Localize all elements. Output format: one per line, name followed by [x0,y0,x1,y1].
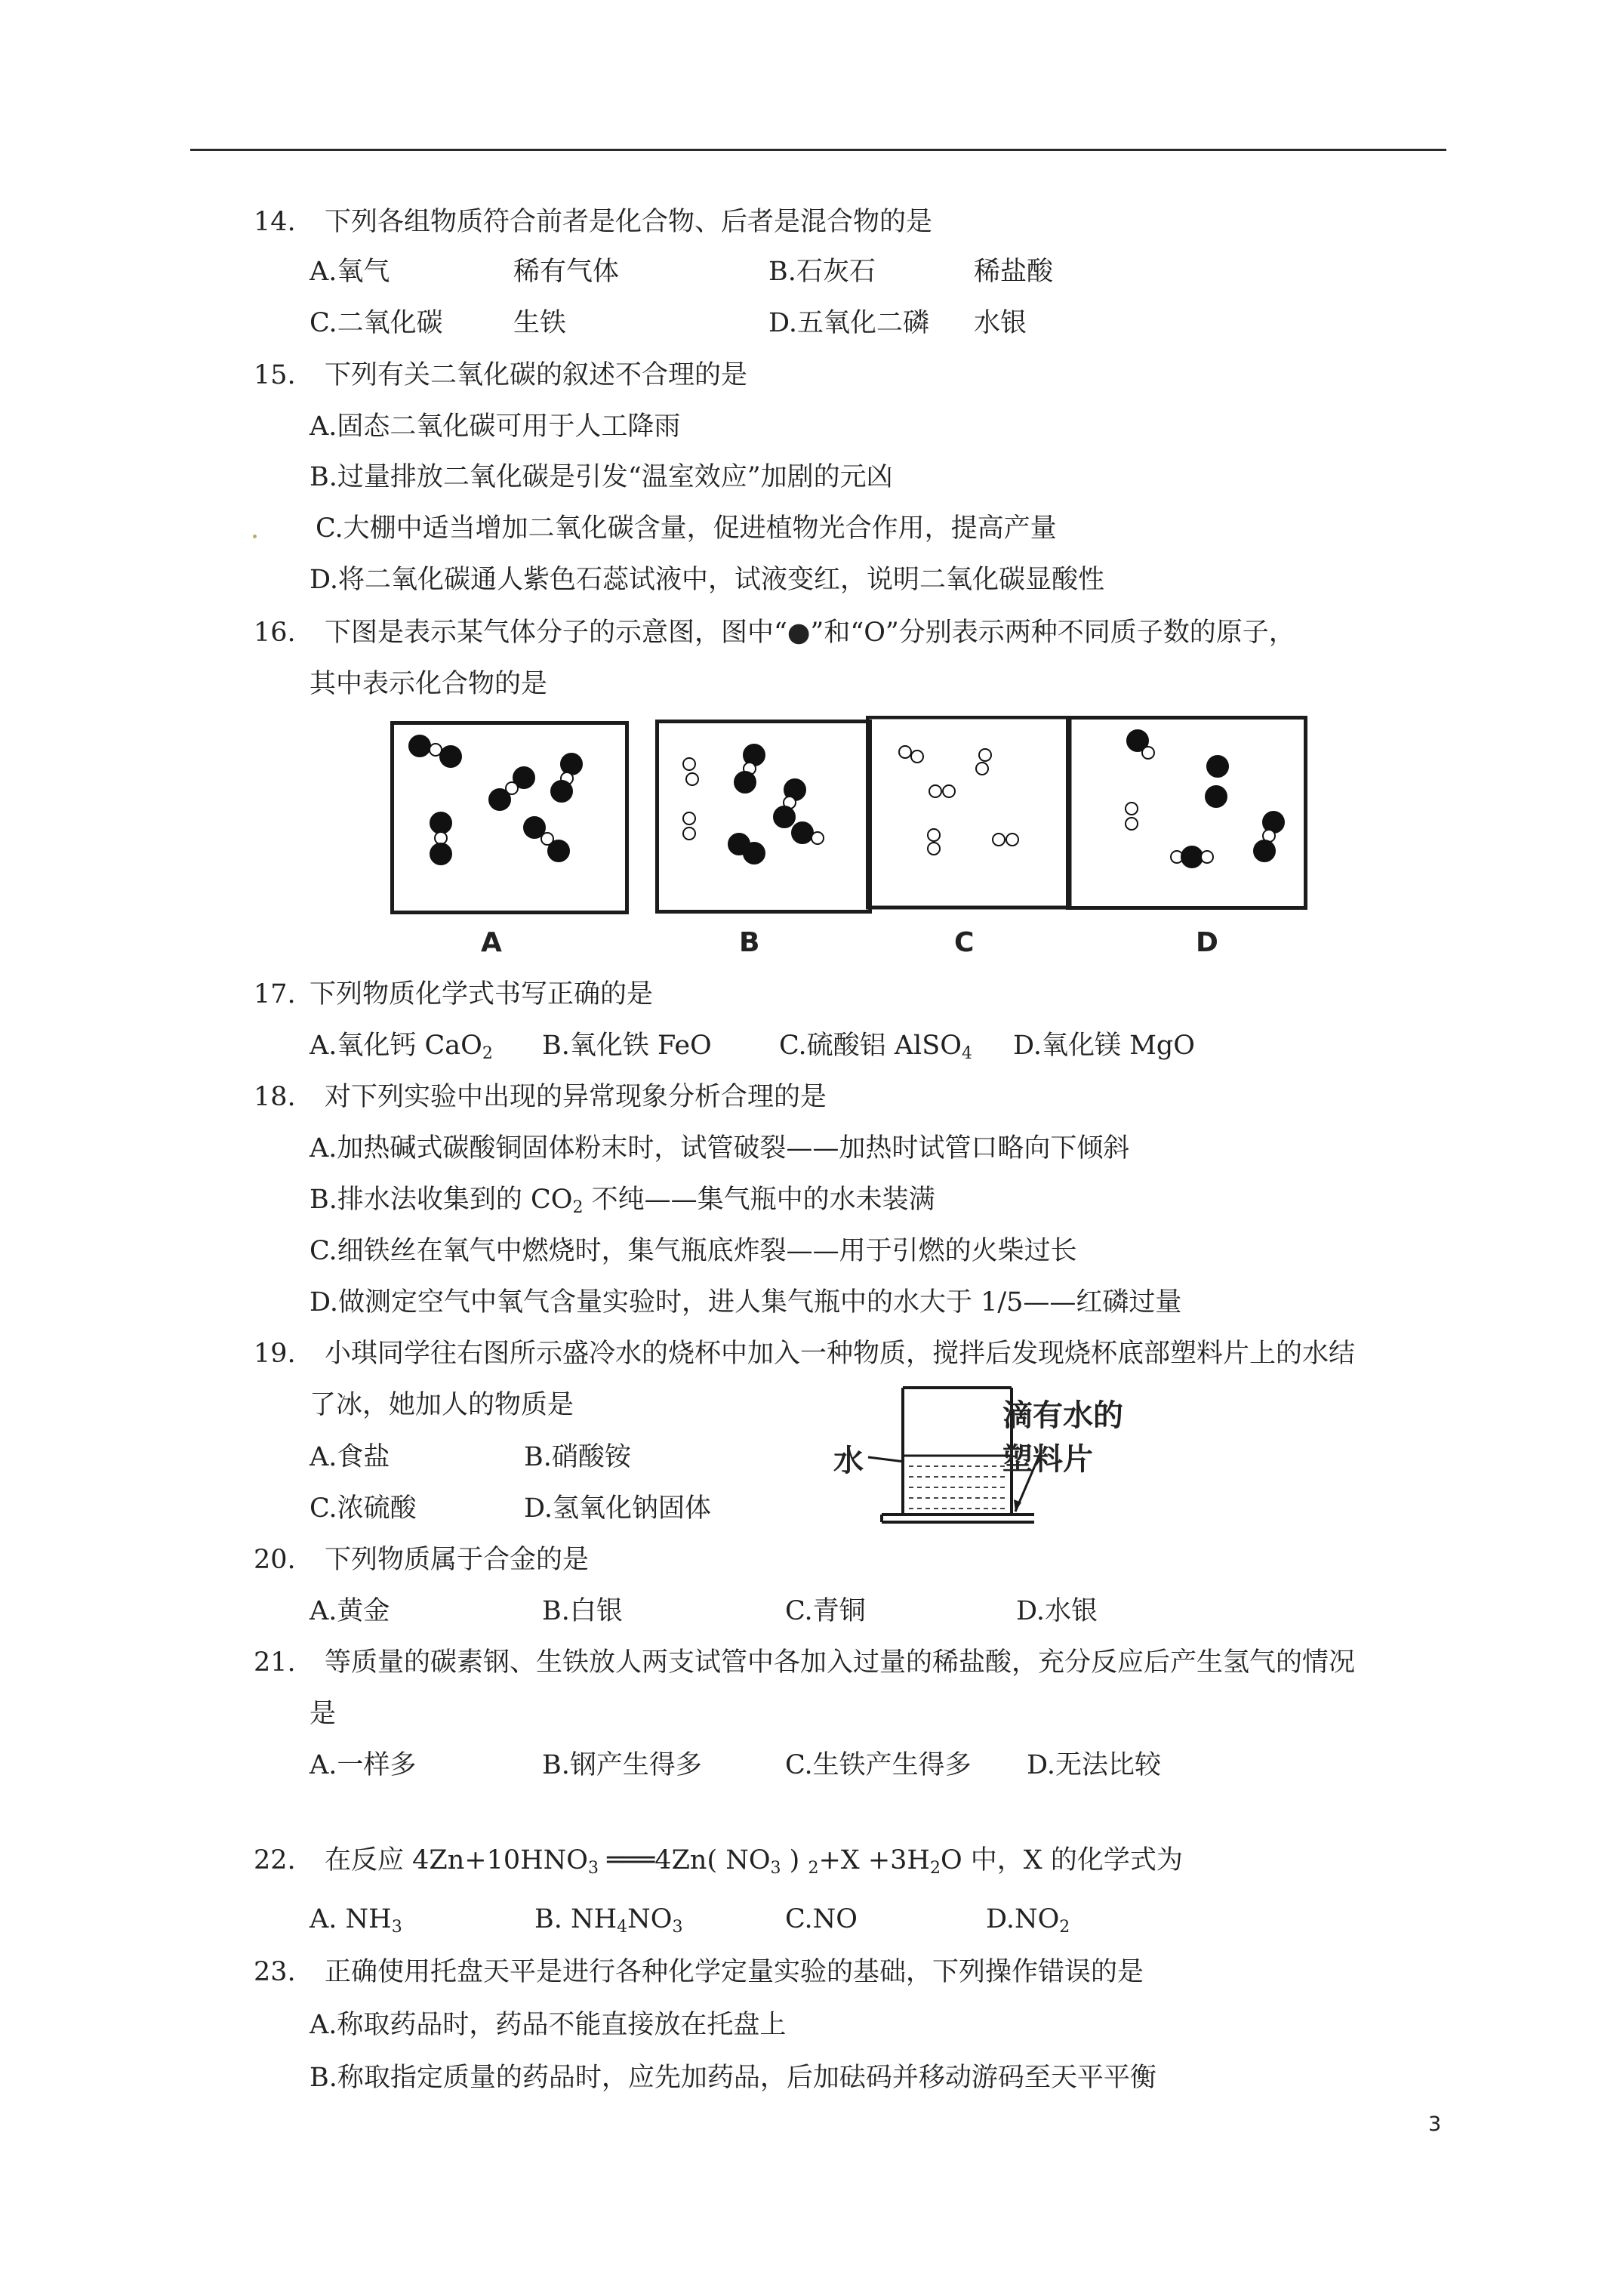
box-c [866,716,1072,910]
option-c: C.大棚中适当增加二氧化碳含量，促进植物光合作用，提高产量 [316,513,1057,544]
option-d: $D.NO_2$ [986,1904,1070,1937]
question-number: 20. [254,1545,296,1575]
question-number: 15. [254,360,296,390]
header-rule [190,149,1446,151]
box-b [655,720,872,914]
question-stem: 下列各组物质符合前者是化合物、后者是混合物的是 [325,207,933,237]
option-a: A.氧气 [310,257,390,287]
option-d: D.将二氧化碳通人紫色石蕊试液中，试液变红，说明二氧化碳显酸性 [310,565,1104,595]
molecules-c [866,716,1072,910]
question-stem: 正确使用托盘天平是进行各种化学定量实验的基础，下列操作错误的是 [325,1957,1144,1987]
option-c: C.二氧化碳 [310,308,443,338]
plastic-sheet-label-line1: 滴有水的 [1002,1398,1123,1433]
plastic-sheet-label-line2: 塑料片 [1002,1442,1093,1477]
option-b: B.氧化铁 FeO [542,1031,712,1061]
question-number: 17. [254,979,296,1009]
page-number: 3 [1428,2113,1442,2136]
option-b: B.硝酸铵 [524,1442,631,1472]
label-a: A [481,927,502,958]
question-number: 14. [254,207,296,237]
option-d: D.氧化镁 MgO [1013,1031,1196,1061]
option-a: A.固态二氧化碳可用于人工降雨 [310,411,681,442]
question-stem: 下列物质属于合金的是 [325,1545,590,1575]
label-d: D [1196,927,1218,958]
option-a: A.称取药品时，药品不能直接放在托盘上 [310,2010,787,2040]
option-d: D.做测定空气中氧气含量实验时，进人集气瓶中的水大于 1/5——红磷过量 [310,1287,1182,1318]
option-c: C.NO [785,1904,858,1934]
option-c-part2: 生铁 [513,308,567,338]
box-d [1066,716,1307,910]
option-b: B. $NH_4NO_3$ [534,1904,683,1937]
option-b-part2: 稀盐酸 [974,257,1054,287]
option-a: A. $NH_3$ [310,1904,402,1937]
water-label: 水 [833,1444,864,1478]
question-stem: 下列物质化学式书写正确的是 [310,979,654,1009]
option-c: C.生铁产生得多 [785,1750,972,1780]
option-c: C.硫酸铝 AlSO$_4$ [779,1031,972,1063]
option-c: C.细铁丝在氧气中燃烧时，集气瓶底炸裂——用于引燃的火柴过长 [310,1236,1077,1266]
question-number: 19. [254,1339,296,1369]
option-d: D.氢氧化钠固体 [524,1493,711,1524]
option-d: D.水银 [1016,1596,1098,1626]
option-a: A.加热碱式碳酸铜固体粉末时，试管破裂——加热时试管口略向下倾斜 [310,1133,1130,1163]
question-stem: 下图是表示某气体分子的示意图，图中“●”和“O”分别表示两种不同质子数的原子， [325,618,1295,648]
question-stem: 小琪同学往右图所示盛冷水的烧杯中加入一种物质，搅拌后发现烧杯底部塑料片上的水结 [325,1339,1356,1369]
question-stem: 对下列实验中出现的异常现象分析合理的是 [325,1082,827,1112]
question-stem-continued: 了冰，她加人的物质是 [310,1390,574,1420]
option-c: C.浓硫酸 [310,1493,417,1524]
option-d: D.五氧化二磷 [768,308,929,338]
option-b: B.石灰石 [768,257,876,287]
box-a [390,721,629,914]
question-number: 23. [254,1957,296,1987]
question-stem-continued: 是 [310,1699,337,1729]
option-d-part2: 水银 [974,308,1027,338]
molecules-d [1070,720,1304,906]
question-number: 18. [254,1082,296,1112]
question-stem: 在反应 $4Zn+10HNO_3$ ═══4Zn( $NO_3$ ) $_2+X +3H_2O$ 中，X 的化学式为 [325,1845,1183,1878]
question-stem: 下列有关二氧化碳的叙述不合理的是 [325,360,748,390]
molecules-a [394,725,625,911]
speck [253,535,257,538]
question-stem-continued: 其中表示化合物的是 [310,669,548,699]
label-b: B [739,927,760,958]
option-b: B.过量排放二氧化碳是引发“温室效应”加剧的元凶 [310,462,893,492]
option-a-part2: 稀有气体 [513,257,620,287]
option-b: B.称取指定质量的药品时，应先加药品，后加砝码并移动游码至天平平衡 [310,2063,1156,2093]
option-a: A.一样多 [310,1750,417,1780]
question-number: 21. [254,1647,296,1678]
option-a: A.黄金 [310,1596,390,1626]
option-b: B.白银 [542,1596,623,1626]
question-number: 22. [254,1845,296,1875]
label-c: C [954,927,975,958]
molecules-b [659,723,868,910]
question-stem: 等质量的碳素钢、生铁放人两支试管中各加入过量的稀盐酸，充分反应后产生氢气的情况 [325,1647,1356,1678]
option-b: B.钢产生得多 [542,1750,702,1780]
option-b: B.排水法收集到的 $CO_2$ 不纯——集气瓶中的水未装满 [310,1185,935,1217]
question-number: 16. [254,618,296,648]
option-a: A.食盐 [310,1442,390,1472]
option-a: A.氧化钙 CaO$_2$ [310,1031,493,1063]
option-c: C.青铜 [785,1596,866,1626]
option-d: D.无法比较 [1027,1750,1161,1780]
